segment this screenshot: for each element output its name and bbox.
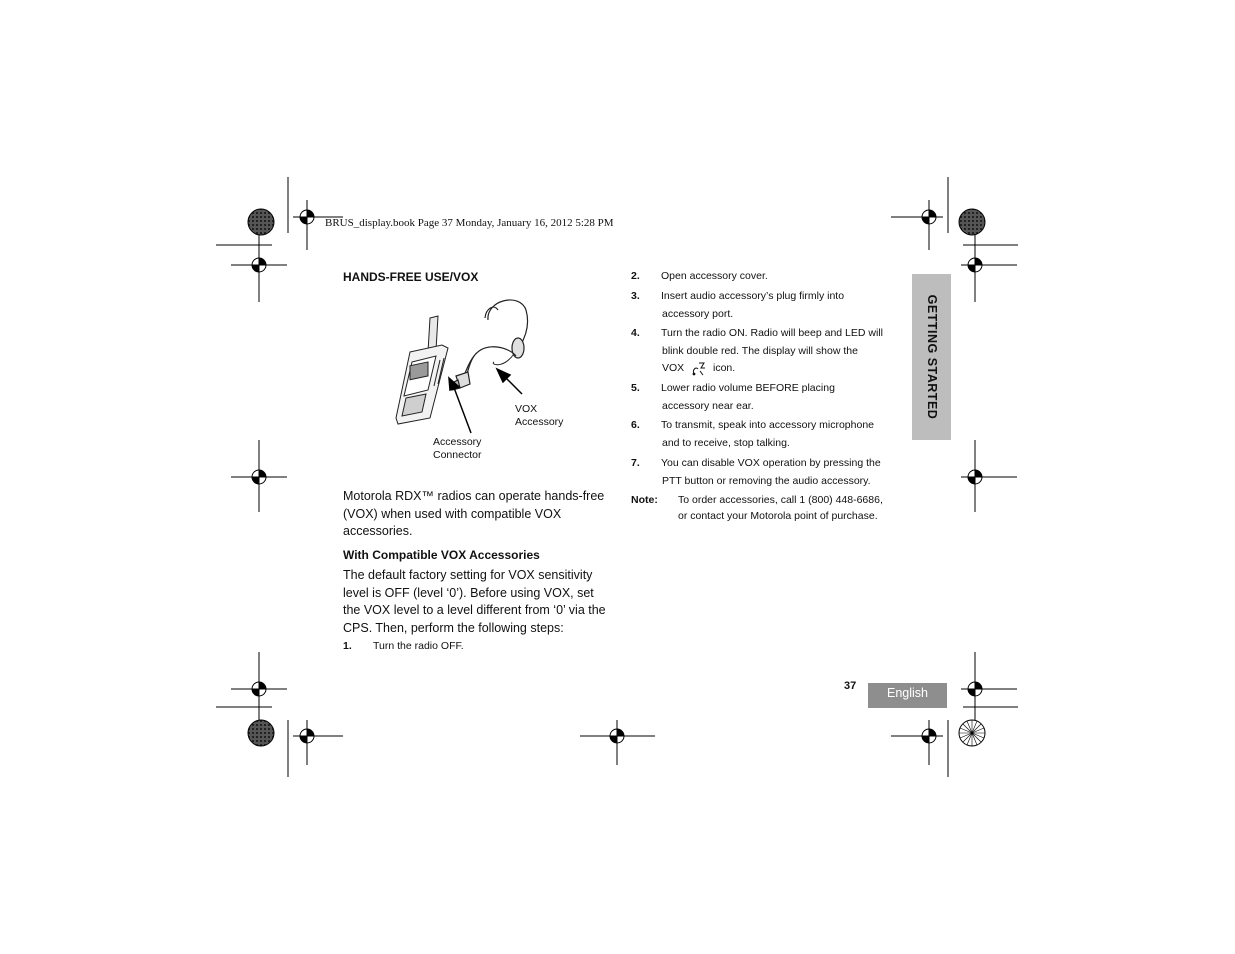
radio-headset-illustration [390, 290, 590, 470]
step-2: 2. Open accessory cover. [631, 270, 768, 282]
page-number: 37 [844, 680, 857, 692]
book-header: BRUS_display.book Page 37 Monday, January 16, 2012 5:28 PM [325, 217, 614, 229]
language-tab: English [868, 683, 947, 708]
note-label: Note: [631, 494, 658, 506]
vox-accessory-label: VOX Accessory [515, 403, 564, 428]
two-way-radio-drawing [396, 316, 448, 424]
intro-paragraph: Motorola RDX™ radios can operate hands-free (VOX) when used with compatible VOX accessories. [343, 489, 605, 538]
step-6: 6. To transmit, speak into accessory microphone and to receive, stop talking. [631, 419, 875, 449]
vox-icon [690, 360, 708, 378]
step-1: 1. Turn the radio OFF. [343, 640, 464, 652]
section-title: HANDS-FREE USE/VOX [343, 270, 479, 284]
note: Note: To order accessories, call 1 (800) 448-6686, or contact your Motorola point of purchase. [631, 494, 883, 522]
vox-setting-paragraph: The default factory setting for VOX sensitivity level is OFF (level ‘0’). Before using VOX, set the VOX level to a level different from ‘0’ via the CPS. Then, perform the following steps: [343, 568, 606, 635]
step-7: 7. You can disable VOX operation by pressing the PTT button or removing the audio accessory. [631, 457, 881, 487]
step-5: 5. Lower radio volume BEFORE placing accessory near ear. [631, 382, 835, 412]
side-tab-getting-started: GETTING STARTED [912, 274, 951, 440]
step-4: 4. Turn the radio ON. Radio will beep and LED will blink double red. The display will show the VOX icon. [631, 325, 901, 379]
headset-drawing [450, 300, 528, 390]
step-3: 3. Insert audio accessory’s plug firmly into accessory port. [631, 290, 845, 320]
subheading: With Compatible VOX Accessories [343, 548, 540, 562]
accessory-connector-label: Accessory Connector [433, 436, 482, 461]
